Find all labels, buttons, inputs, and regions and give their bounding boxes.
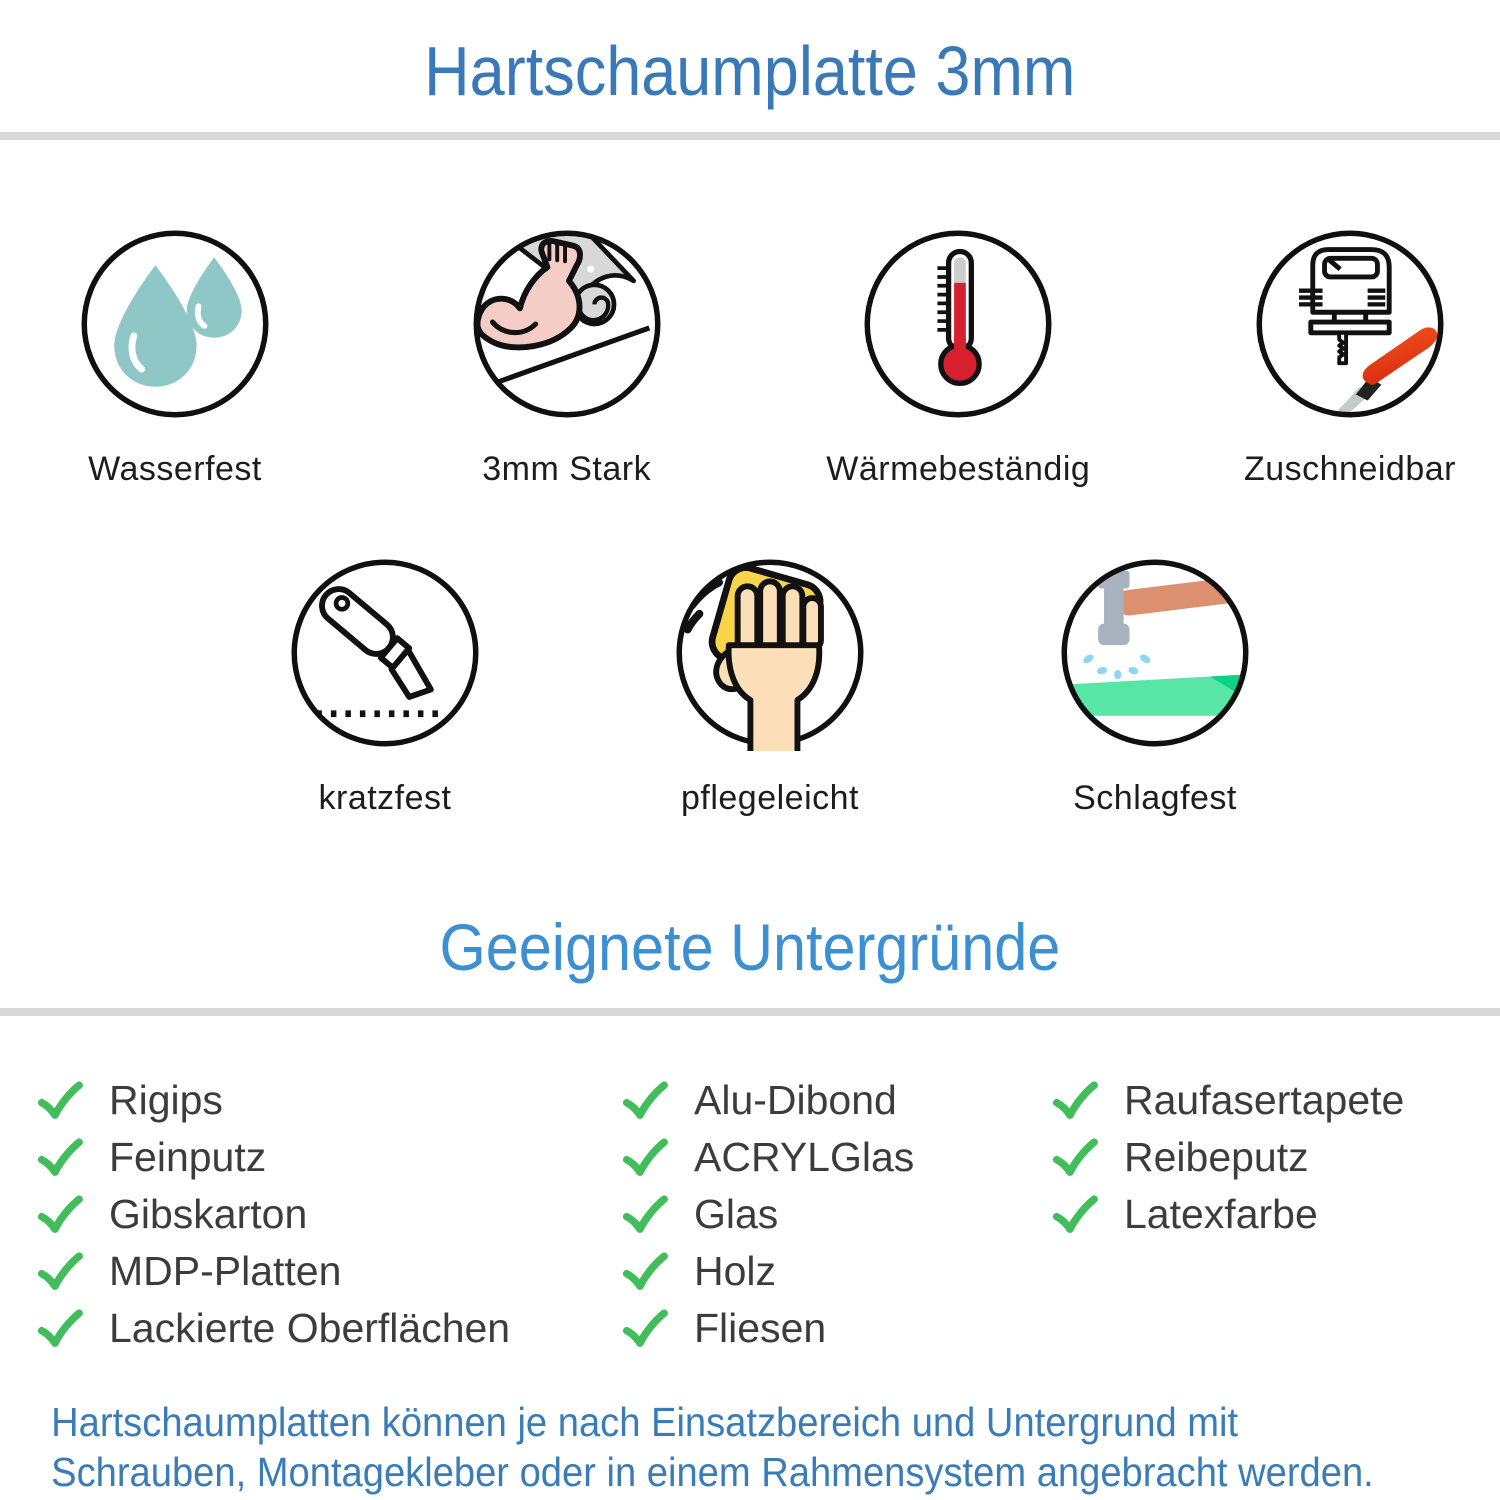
list-item-label: Latexfarbe [1124,1191,1318,1237]
list-item-label: Raufasertapete [1124,1077,1405,1123]
mounting-note-line-1: Hartschaumplatten können je nach Einsatzbereich und Untergrund mit [51,1399,1239,1445]
page-title-text: Hartschaumplatte 3mm [424,32,1076,110]
features-row-1 [0,226,1500,489]
checkmark-icon [620,1133,670,1183]
feature-waermebestaendig [808,226,1108,489]
mounting-note-line-2: Schrauben, Montagekleber oder in einem Rahmensystem angebracht werden. [51,1449,1374,1495]
list-item [620,1300,1050,1357]
list-item [620,1129,1050,1186]
feature-schlagfest [1005,555,1305,818]
list-item-label: Glas [694,1191,779,1237]
list-item-label: Gibskarton [109,1191,308,1237]
checkmark-icon [35,1190,85,1240]
list-item-label: Alu-Dibond [694,1077,897,1123]
page-title [0,0,1500,110]
checkmark-icon [1050,1190,1100,1240]
flexed-arm-panel-icon [469,226,665,422]
list-item-label: Fliesen [694,1305,827,1351]
feature-wasserfest [25,226,325,489]
list-item-label: ACRYLGlas [694,1134,915,1180]
list-item [620,1243,1050,1300]
list-item-label: MDP-Platten [109,1248,342,1294]
checkmark-icon [620,1304,670,1354]
list-item [620,1072,1050,1129]
checkmark-icon [35,1133,85,1183]
substrates-list [0,1072,1500,1357]
list-item [35,1300,620,1357]
list-item-label: Lackierte Oberflächen [109,1305,511,1351]
jigsaw-cutter-icon [1252,226,1448,422]
feature-label: 3mm Stark [482,450,652,488]
water-drops-icon [77,226,273,422]
feature-label: Wärmebeständig [826,450,1091,488]
list-item [35,1243,620,1300]
mounting-note [0,1397,1395,1497]
feature-pflegeleicht [620,555,920,818]
wiping-hand-icon [672,555,868,751]
list-item-label: Rigips [109,1077,223,1123]
checkmark-icon [620,1247,670,1297]
feature-label: pflegeleicht [680,779,859,817]
list-item [35,1129,620,1186]
checkmark-icon [35,1304,85,1354]
feature-kratzfest [235,555,535,818]
divider-bottom [0,1008,1500,1016]
feature-label: Schlagfest [1073,779,1237,817]
thermometer-icon [860,226,1056,422]
checkmark-icon [620,1190,670,1240]
list-item [35,1186,620,1243]
list-item [1050,1129,1500,1186]
feature-zuschneidbar [1200,226,1500,489]
list-item [620,1186,1050,1243]
substrates-column-2 [620,1072,1050,1357]
feature-3mm-stark [417,226,717,489]
section-title-text: Geeignete Untergründe [439,910,1061,984]
features-row-2 [0,555,1500,818]
section-title [0,910,1500,984]
list-item-label: Feinputz [109,1134,267,1180]
list-item [1050,1072,1500,1129]
substrates-column-1 [35,1072,620,1357]
checkmark-icon [1050,1133,1100,1183]
feature-label: Zuschneidbar [1243,450,1456,488]
utility-knife-icon [287,555,483,751]
checkmark-icon [35,1076,85,1126]
checkmark-icon [35,1247,85,1297]
feature-label: kratzfest [318,779,452,817]
checkmark-icon [1050,1076,1100,1126]
list-item-label: Holz [694,1248,777,1294]
list-item [35,1072,620,1129]
list-item-label: Reibeputz [1124,1134,1309,1180]
checkmark-icon [620,1076,670,1126]
list-item [1050,1186,1500,1243]
substrates-column-3 [1050,1072,1500,1357]
divider-top [0,132,1500,140]
hammer-impact-icon [1057,555,1253,751]
feature-label: Wasserfest [88,450,262,488]
